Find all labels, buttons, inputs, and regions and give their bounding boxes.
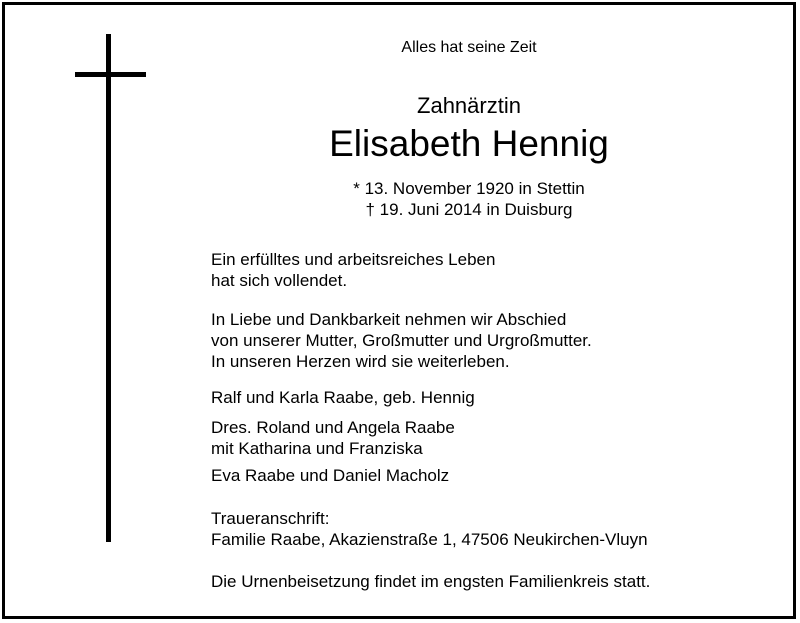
farewell-message: [211, 309, 592, 372]
deceased-profession: Zahnärztin: [417, 93, 521, 118]
deceased-name: Elisabeth Hennig: [329, 123, 609, 164]
mourner-group: [211, 417, 455, 459]
mourner-group: [211, 387, 475, 408]
motto: Alles hat seine Zeit: [401, 39, 537, 56]
intro-text: [211, 249, 495, 291]
condolence-address: [211, 508, 648, 550]
death-date: † 19. Juni 2014 in Duisburg: [365, 200, 573, 219]
mourner-name: mit Katharina und Franziska: [211, 439, 423, 458]
birth-date: * 13. November 1920 in Stettin: [353, 179, 585, 198]
message-line: von unserer Mutter, Großmutter und Urgroßmutter.: [211, 331, 592, 350]
closing-note: [211, 571, 650, 592]
closing-text: Die Urnenbeisetzung findet im engsten Familienkreis statt.: [211, 572, 651, 591]
mourner-name: Eva Raabe und Daniel Macholz: [211, 466, 450, 485]
cross-horizontal-bar: [75, 72, 146, 77]
message-line: In Liebe und Dankbarkeit nehmen wir Abschied: [211, 310, 567, 329]
message-line: In unseren Herzen wird sie weiterleben.: [211, 352, 510, 371]
mourner-name: Dres. Roland und Angela Raabe: [211, 418, 455, 437]
address-label: Traueranschrift:: [211, 509, 330, 528]
address-value: Familie Raabe, Akazienstraße 1, 47506 Neukirchen-Vluyn: [211, 530, 648, 549]
intro-line: Ein erfülltes und arbeitsreiches Leben: [211, 250, 496, 269]
cross-vertical-bar: [106, 34, 111, 542]
intro-line: hat sich vollendet.: [211, 271, 348, 290]
mourner-group: [211, 465, 449, 486]
obituary-notice: [2, 2, 796, 619]
mourner-name: Ralf und Karla Raabe, geb. Hennig: [211, 388, 475, 407]
